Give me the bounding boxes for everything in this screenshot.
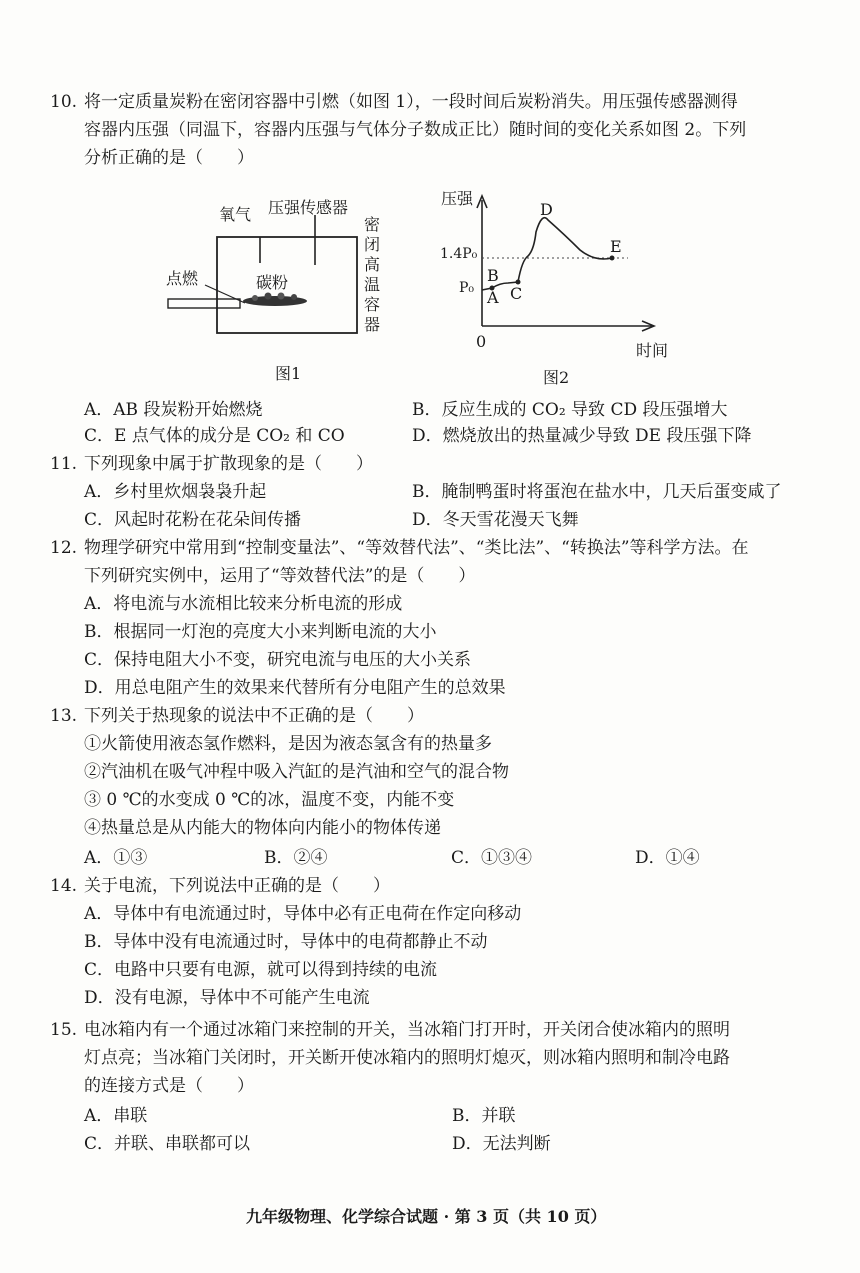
carbon-powder-heap — [243, 293, 307, 307]
option-b: B．导体中没有电流通过时，导体中的电荷都静止不动 — [84, 932, 488, 952]
point-label-e: E — [610, 237, 622, 256]
oxygen-label: 氧气 — [219, 205, 252, 224]
figure-1-caption: 图1 — [275, 364, 302, 383]
question-stem: 下列关于热现象的说法中不正确的是（ ） — [84, 706, 424, 726]
question-number: 11. — [50, 454, 78, 474]
option-b: B．腌制鸭蛋时将蛋泡在盐水中，几天后蛋变咸了 — [412, 482, 782, 502]
tick-label-1-4p0: 1.4P₀ — [440, 246, 478, 262]
question-number: 14. — [50, 876, 78, 896]
option-a: A．乡村里炊烟袅袅升起 — [84, 482, 267, 502]
option-b: B．②④ — [264, 848, 328, 868]
point-e-marker — [610, 256, 615, 261]
question-number: 13. — [50, 706, 78, 726]
question-number: 10. — [50, 92, 78, 112]
option-d: D．无法判断 — [452, 1134, 551, 1154]
pressure-sensor-label: 压强传感器 — [268, 198, 349, 217]
option-a: A．AB 段炭粉开始燃烧 — [84, 400, 263, 420]
option-b: B．并联 — [452, 1106, 516, 1126]
statement: ③ 0 ℃的水变成 0 ℃的冰，温度不变，内能不变 — [84, 790, 455, 810]
option-c: C．风起时花粉在花朵间传播 — [84, 510, 302, 530]
option-b: B．反应生成的 CO₂ 导致 CD 段压强增大 — [412, 400, 728, 420]
question-text-line: 容器内压强（同温下，容器内压强与气体分子数成正比）随时间的变化关系如图 2。下列 — [84, 120, 747, 140]
option-c: C．保持电阻大小不变，研究电流与电压的大小关系 — [84, 650, 472, 670]
statement: ①火箭使用液态氢作燃料，是因为液态氢含有的热量多 — [84, 734, 492, 754]
origin-label: 0 — [476, 332, 487, 351]
statement: ④热量总是从内能大的物体向内能小的物体传递 — [84, 818, 441, 838]
point-label-b: B — [487, 266, 499, 285]
question-number: 15. — [50, 1020, 78, 1040]
option-d: D．用总电阻产生的效果来代替所有分电阻产生的总效果 — [84, 678, 506, 698]
question-text-line: 分析正确的是（ ） — [84, 148, 254, 168]
question-stem: 下列现象中属于扩散现象的是（ ） — [84, 454, 373, 474]
question-text-line: 电冰箱内有一个通过冰箱门来控制的开关，当冰箱门打开时，开关闭合使冰箱内的照明 — [84, 1020, 730, 1040]
tick-label-p0: P₀ — [459, 280, 475, 296]
sealed-vessel-label: 密闭高温容器 — [364, 215, 381, 334]
statement: ②汽油机在吸气冲程中吸入汽缸的是汽油和空气的混合物 — [84, 762, 509, 782]
question-text-line: 将一定质量炭粉在密闭容器中引燃（如图 1），一段时间后炭粉消失。用压强传感器测得 — [84, 92, 738, 112]
ignite-label: 点燃 — [166, 269, 199, 288]
question-text-line: 下列研究实例中，运用了“等效替代法”的是（ ） — [84, 566, 476, 586]
option-d: D．燃烧放出的热量减少导致 DE 段压强下降 — [412, 426, 752, 446]
point-label-c: C — [510, 284, 523, 303]
page-footer: 九年级物理、化学综合试题 · 第 3 页（共 10 页） — [246, 1207, 607, 1226]
y-axis-label: 压强 — [441, 189, 474, 208]
option-a: A．导体中有电流通过时，导体中必有正电荷在作定向移动 — [84, 904, 522, 924]
question-number: 12. — [50, 538, 78, 558]
x-axis-label: 时间 — [636, 341, 669, 360]
point-label-d: D — [540, 200, 553, 219]
question-stem: 关于电流，下列说法中正确的是（ ） — [84, 876, 390, 896]
question-text-line: 的连接方式是（ ） — [84, 1076, 254, 1096]
carbon-powder-label: 碳粉 — [256, 273, 289, 292]
option-d: D．没有电源，导体中不可能产生电流 — [84, 988, 370, 1008]
option-c: C．E 点气体的成分是 CO₂ 和 CO — [84, 426, 345, 446]
point-label-a: A — [487, 288, 499, 307]
option-a: A．将电流与水流相比较来分析电流的形成 — [84, 594, 403, 614]
option-c: C．并联、串联都可以 — [84, 1134, 251, 1154]
option-c: C．①③④ — [451, 848, 533, 868]
option-d: D．冬天雪花漫天飞舞 — [412, 510, 579, 530]
option-a: A．串联 — [84, 1106, 148, 1126]
question-text-line: 物理学研究中常用到“控制变量法”、“等效替代法”、“类比法”、“转换法”等科学方法。在 — [84, 538, 749, 558]
option-a: A．①③ — [84, 848, 148, 868]
option-b: B．根据同一灯泡的亮度大小来判断电流的大小 — [84, 622, 437, 642]
question-text-line: 灯点亮；当冰箱门关闭时，开关断开使冰箱内的照明灯熄灭，则冰箱内照明和制冷电路 — [84, 1048, 730, 1068]
figure-2-caption: 图2 — [543, 368, 570, 387]
option-c: C．电路中只要有电源，就可以得到持续的电流 — [84, 960, 438, 980]
option-d: D．①④ — [635, 848, 700, 868]
